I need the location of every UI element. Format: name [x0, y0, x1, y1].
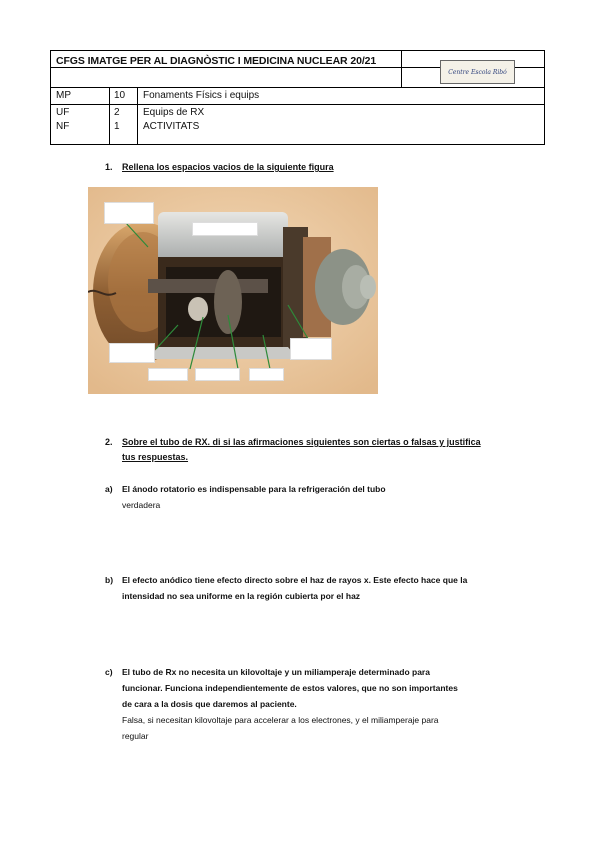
divider [401, 51, 402, 88]
item-statement: El tubo de Rx no necesita un kilovoltaje y un miliamperaje determinado para [122, 667, 430, 677]
xray-tube-figure [88, 187, 378, 394]
document-title: CFGS IMATGE PER AL DIAGNÒSTIC I MEDICINA NUCLEAR 20/21 [56, 55, 377, 67]
question-text: Sobre el tubo de RX. di si las afirmaciones siguientes son ciertas o falsas y justifica [122, 437, 481, 447]
item-body [122, 572, 467, 604]
divider [137, 87, 138, 145]
row-description: Equips de RX [143, 107, 205, 118]
label-blank[interactable] [109, 343, 155, 363]
item-statement: funcionar. Funciona independientemente de estos valores, que no son importantes [122, 683, 458, 693]
question-number: 2. [105, 437, 113, 447]
label-blank[interactable] [104, 202, 154, 224]
school-logo [440, 60, 515, 84]
row-code: MP [56, 90, 71, 101]
item-answer: verdadera [122, 500, 161, 510]
row-description: ACTIVITATS [143, 121, 200, 132]
row-number: 2 [114, 107, 120, 118]
row-description: Fonaments Físics i equips [143, 90, 260, 101]
question-2 [105, 437, 481, 447]
item-answer: Falsa, si necesitan kilovoltaje para accelerar a los electrones, y el miliamperaje para [122, 715, 439, 725]
label-blank[interactable] [290, 338, 332, 360]
question-number: 1. [105, 162, 113, 172]
item-statement: El efecto anódico tiene efecto directo sobre el haz de rayos x. Este efecto hace que la [122, 575, 468, 585]
question-1 [105, 162, 334, 172]
question-text: tus respuestas. [122, 452, 189, 462]
divider [51, 87, 544, 88]
divider [51, 104, 544, 105]
logo-text: Centre Escola Ribó [448, 68, 507, 76]
divider [109, 87, 110, 145]
item-body [122, 664, 458, 744]
label-blank[interactable] [195, 368, 240, 381]
item-statement: de cara a la dosis que daremos al paciente. [122, 699, 297, 709]
header-table [50, 50, 545, 145]
item-letter: a) [105, 484, 113, 494]
item-statement: El ánodo rotatorio es indispensable para la refrigeración del tubo [122, 484, 386, 494]
item-answer: regular [122, 731, 149, 741]
question-2-continued [122, 452, 188, 462]
row-code: UF [56, 107, 70, 118]
item-letter: b) [105, 575, 114, 585]
label-blank[interactable] [148, 368, 188, 381]
question-text: Rellena los espacios vacios de la siguiente figura [122, 162, 334, 172]
row-number: 1 [114, 121, 120, 132]
label-blank[interactable] [249, 368, 284, 381]
item-body [122, 481, 386, 513]
item-letter: c) [105, 667, 113, 677]
row-code: NF [56, 121, 70, 132]
row-number: 10 [114, 90, 126, 101]
item-statement: intensidad no sea uniforme en la región cubierta por el haz [122, 591, 361, 601]
label-blank[interactable] [192, 222, 258, 236]
